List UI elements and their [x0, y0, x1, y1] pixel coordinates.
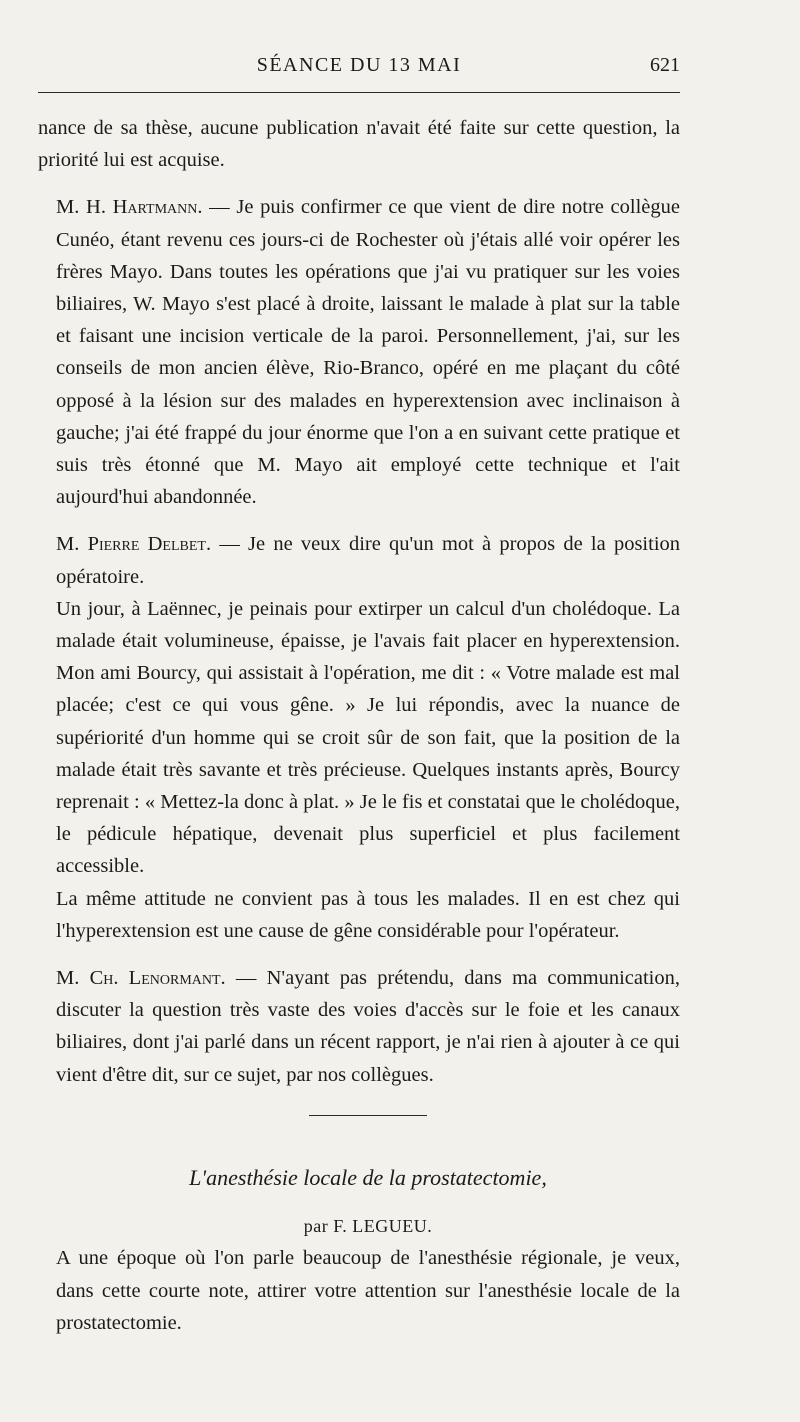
article-body: A une époque où l'on parle beaucoup de l'anesthésie régionale, je veux, dans cette courte note, attirer votre attention sur l'anesthésie locale de la prostatectomie.: [56, 1247, 680, 1334]
speaker-name: M. H. Hartmann.: [56, 196, 203, 219]
running-head: SÉANCE DU 13 MAI: [256, 54, 462, 76]
page-body: [38, 112, 681, 1339]
paragraph-continuation: nance de sa thèse, aucune publication n'avait été faite sur cette question, la priorité lui est acquise.: [38, 117, 680, 172]
page-number: 621: [650, 54, 680, 76]
paragraph-lenormant: [56, 962, 680, 1091]
paragraph-attitude: La même attitude ne convient pas à tous les malades. Il en est chez qui l'hyperextension est une cause de gêne considérable pour l'opérateur.: [56, 887, 680, 942]
paragraph-hartmann: [56, 191, 680, 513]
section-divider: [309, 1115, 427, 1116]
spacer: [56, 176, 680, 191]
article-title: L'anesthésie locale de la prostatectomie,: [189, 1164, 547, 1190]
header-rule: [38, 92, 680, 93]
paragraph-delbet: [56, 528, 680, 592]
spacer: [56, 513, 680, 528]
speaker-name: M. Pierre Delbet.: [56, 533, 212, 556]
paragraph-text: — Je puis confirmer ce que vient de dire notre collègue Cunéo, étant revenu ces jours-ci de Rochester où j'étais allé voir opérer les frères Mayo. Dans toutes les opérations que j'ai vu pratiquer sur les voies biliaires, W. Mayo s'est placé à droite, laissant le malade à plat sur la table et faisant une incision verticale de la paroi. Personnellement, j'ai, sur les conseils de mon ancien élève, Rio-Branco, opéré en me plaçant du côté opposé à la lésion sur des malades en hyperextension avec inclinaison à gauche; j'ai été frappé du jour énorme que l'on a en suivant cette pratique et suis très étonné que M. Mayo ait employé cette technique et l'ait aujourd'hui abandonnée.: [56, 196, 680, 509]
article-author: par F. LEGUEU.: [303, 1216, 433, 1237]
spacer: [56, 947, 680, 962]
speaker-name: M. Ch. Lenormant.: [56, 967, 226, 990]
paragraph-text: — Je ne veux dire qu'un mot à propos de la position opératoire.: [56, 533, 681, 588]
paragraph-laennec: Un jour, à Laënnec, je peinais pour extirper un calcul d'un cholédoque. La malade était volumineuse, épaisse, je l'avais fait placer en hyperextension. Mon ami Bourcy, qui assistait à l'opération, me dit : « Votre malade est mal placée; c'est ce qui vous gêne. » Je lui répondis, avec la nuance de supériorité d'un homme qui se croit sûr de son fait, que la position de la malade était très savante et très précieuse. Quelques instants après, Bourcy reprenait : « Mettez-la donc à plat. » Je le fis et constatai que le cholédoque, le pédicule hépatique, devenait plus superficiel et plus facilement accessible.: [56, 597, 680, 878]
paragraph-text: — N'ayant pas prétendu, dans ma communication, discuter la question très vaste des voies d'accès sur le foie et les canaux biliaires, dont j'ai parlé dans un récent rapport, je n'ai rien à ajouter à ce qui vient d'être dit, sur ce sujet, par nos collègues.: [56, 967, 680, 1086]
page-header: [38, 48, 680, 88]
